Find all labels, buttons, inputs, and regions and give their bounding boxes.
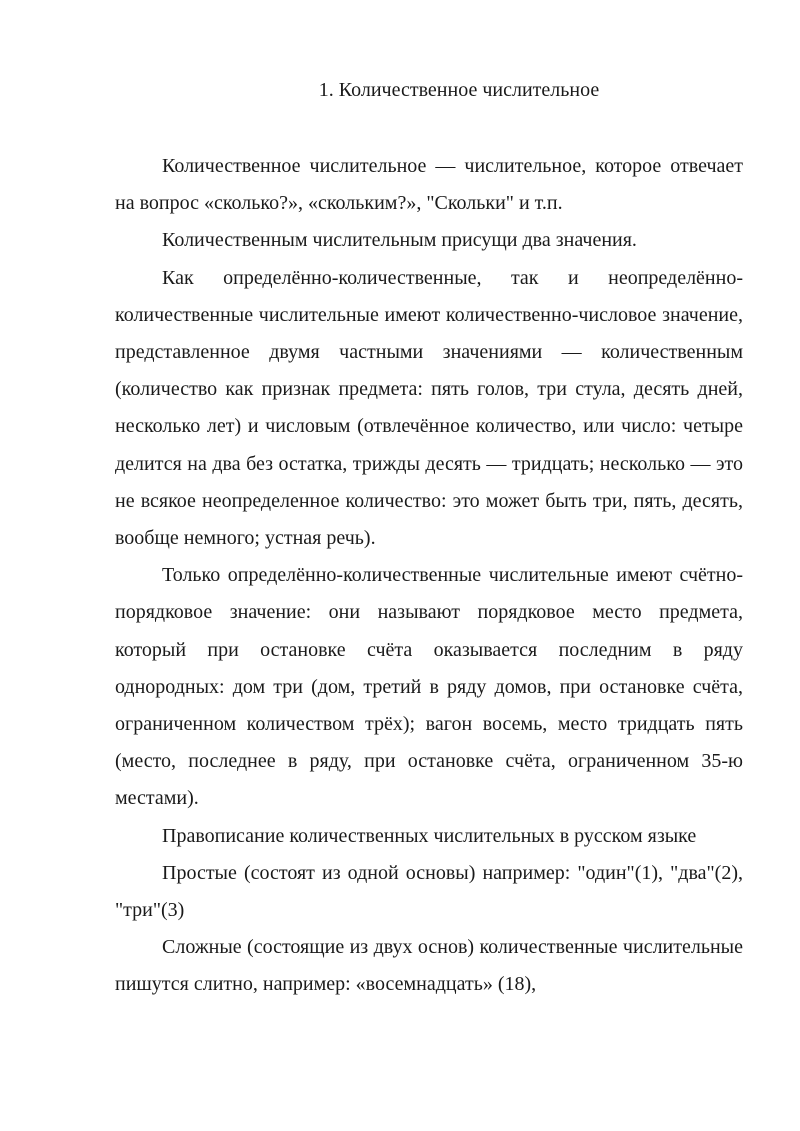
paragraph-simple-numerals: Простые (состоят из одной основы) например: "один"(1), "два"(2), "три"(3) [115, 861, 743, 922]
paragraph-counting-ordinal: Только определённо-количественные числительные имеют счётно-порядковое значение: они называют порядковое место предмета, который при остановке счёта оказывается последним в ряду однородных: дом три (дом, третий в ряду домов, при остановке счёта, ограниченном количеством трёх); вагон восемь, место тридцать пять (место, последнее в ряду, при остановке счёта, ограниченном 35-ю местами). [115, 564, 743, 810]
section-heading: 1. Количественное числительное [318, 79, 600, 101]
paragraph-compound-numerals: Сложные (состоящие из двух основ) количественные числительные пишутся слитно, например: «восемнадцать» (18), [115, 936, 743, 996]
paragraph-definition: Количественное числительное — числительное, которое отвечает на вопрос «сколько?», «скольким?», "Скольки" и т.п. [115, 155, 743, 215]
paragraph-two-meanings: Количественным числительным присущи два значения. [162, 229, 637, 252]
paragraph-spelling-title: Правописание количественных числительных в русском языке [162, 824, 697, 847]
paragraph-quantitative-numerical: Как определённо-количественные, так и неопределённо-количественные числительные имеют количественно-числовое значение, представленное двумя частными значениями — количественным (количество как признак предмета: пять голов, три стула, десять дней, несколько лет) и числовым (отвлечённое количество, или число: четыре делится на два без остатка, трижды десять — тридцать; несколько — это не всякое неопределенное количество: это может быть три, пять, десять, вообще немного; устная речь). [115, 266, 743, 550]
document-body [115, 148, 743, 1004]
